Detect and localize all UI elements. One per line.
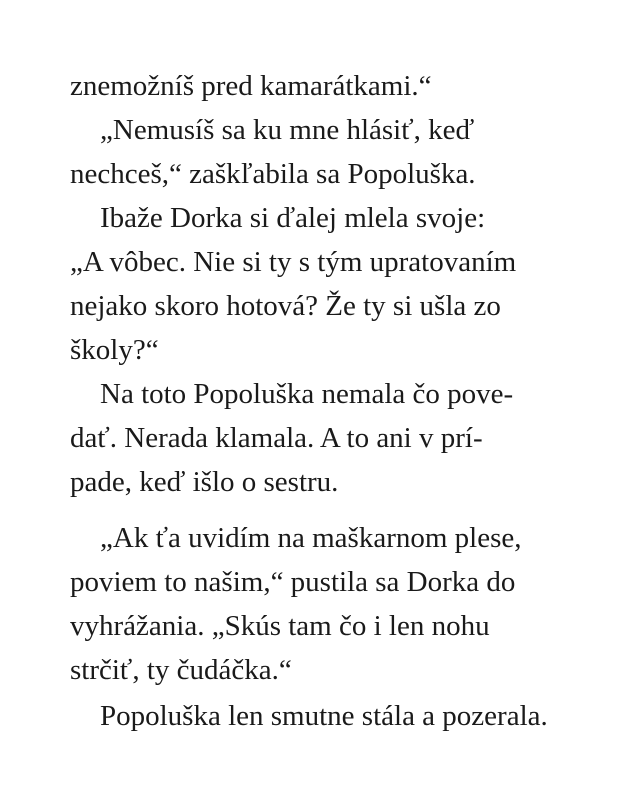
text-line: vyhrážania. „Skús tam čo i len nohu (70, 610, 490, 642)
text-line: Popoluška len smutne stála a pozerala. (100, 700, 548, 732)
text-line: nechceš,“ zaškľabila sa Popoluška. (70, 158, 476, 190)
text-line: znemožníš pred kamarátkami.“ (70, 70, 432, 102)
text-line: dať. Nerada klamala. A to ani v prí- (70, 422, 483, 454)
text-line: „A vôbec. Nie si ty s tým upratovaním (70, 246, 517, 278)
text-line: Na toto Popoluška nemala čo pove- (100, 378, 514, 410)
text-line: Ibaže Dorka si ďalej mlela svoje: (100, 202, 486, 234)
text-line: „Nemusíš sa ku mne hlásiť, keď (100, 114, 475, 146)
text-line: „Ak ťa uvidím na maškarnom plese, (100, 522, 522, 554)
text-line: pade, keď išlo o sestru. (70, 466, 339, 498)
text-line: školy?“ (70, 334, 159, 366)
text-line: nejako skoro hotová? Že ty si ušla zo (70, 290, 501, 322)
text-line: strčiť, ty čudáčka.“ (70, 654, 292, 686)
text-line: poviem to našim,“ pustila sa Dorka do (70, 566, 516, 598)
